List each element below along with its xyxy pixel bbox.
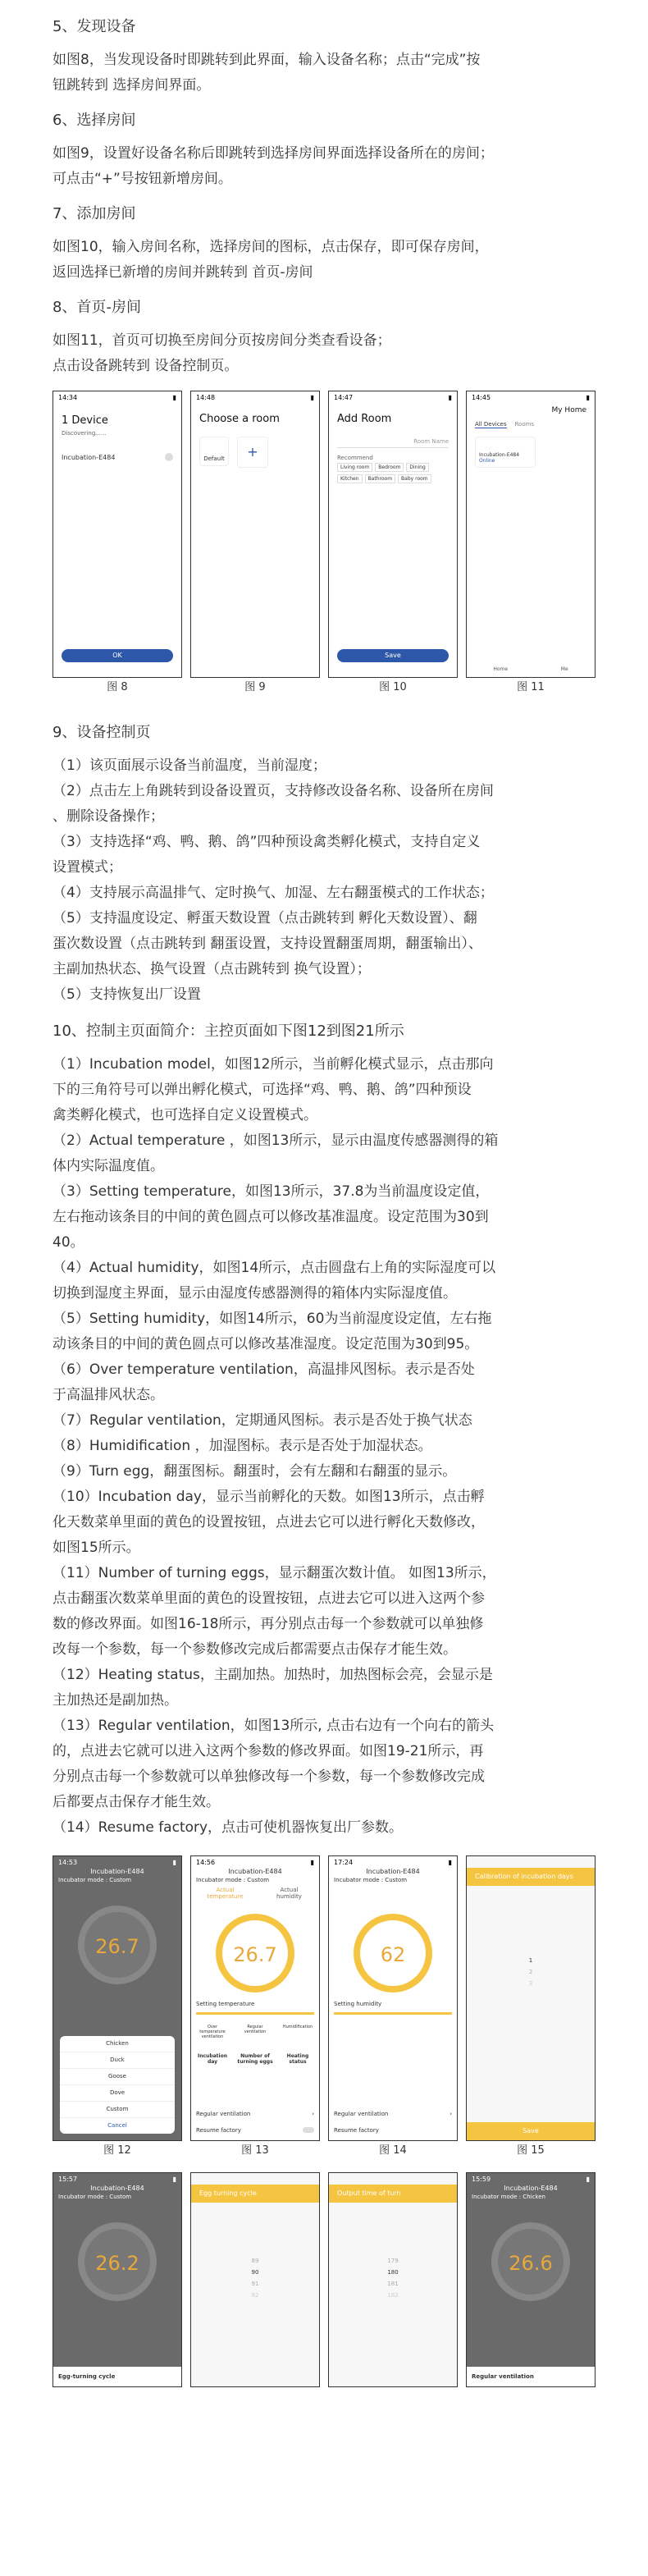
figure-caption: 图 14 xyxy=(379,2144,407,2157)
figure-row-8-11 xyxy=(52,391,602,698)
page-title: My Home xyxy=(551,406,586,414)
add-room-button[interactable]: + xyxy=(237,437,268,468)
phone-screen-13 xyxy=(190,1855,320,2141)
regular-ventilation-row[interactable] xyxy=(334,2111,452,2117)
page-title: Choose a room xyxy=(199,413,280,425)
phone-screen-15 xyxy=(466,1855,596,2141)
section-10-line: （3）Setting temperature，如图13所示，37.8为当前温度设定值， xyxy=(52,1183,490,1200)
section-9-title: 9、设备控制页 xyxy=(52,724,151,741)
tab-rooms[interactable]: Rooms xyxy=(514,421,535,428)
battery-icon: ▮ xyxy=(172,2175,176,2183)
humidification-icon: Humidification xyxy=(282,2025,313,2029)
regular-ventilation-icon: Regular ventilation xyxy=(244,2025,267,2034)
sheet-title: Egg-turning cycle xyxy=(53,2367,181,2386)
picker-value: 181 xyxy=(387,2281,399,2287)
section-10-line: （5）Setting humidity，如图14所示，60为当前湿度设定值，左右拖 xyxy=(52,1311,492,1327)
section-10-line: （7）Regular ventilation，定期通风图标。表示是否处于换气状态 xyxy=(52,1412,472,1429)
section-10-line: 后都要点击保存才能生效。 xyxy=(52,1794,220,1810)
save-button[interactable]: Save xyxy=(337,649,449,662)
heating-status-stat: Heating status xyxy=(286,2053,309,2065)
section-6-title: 6、选择房间 xyxy=(52,112,136,129)
device-name: Incubation-E484 xyxy=(479,452,520,458)
room-grid xyxy=(191,425,319,468)
save-button[interactable]: Save xyxy=(467,2122,595,2140)
phone-screen-8 xyxy=(52,391,182,678)
section-10-line: 化天数菜单里面的黄色的设置按钮，点进去它可以进行孵化天数修改， xyxy=(52,1514,485,1531)
status-time: 15:59 xyxy=(472,2175,491,2183)
picker-value: 180 xyxy=(387,2269,399,2276)
figure-19 xyxy=(466,2172,596,2387)
mode-picker xyxy=(60,2036,175,2134)
figure-caption: 图 13 xyxy=(241,2144,269,2157)
picker-value: 182 xyxy=(387,2292,399,2299)
phone-screen-12 xyxy=(52,1855,182,2141)
mode-selector[interactable]: Incubator mode : Custom xyxy=(58,1877,132,1883)
section-9-line: （5）支持温度设定、孵蛋天数设置（点击跳转到 孵化天数设置）、翻 xyxy=(52,910,477,927)
figure-caption: 图 10 xyxy=(379,681,407,693)
device-name: Incubation-E484 xyxy=(62,453,116,461)
section-6-text-2: 可点击“+”号按钮新增房间。 xyxy=(52,171,232,187)
section-10-line: （10）Incubation day，显示当前孵化的天数。如图13所示，点击孵 xyxy=(52,1489,485,1505)
picker-value: 92 xyxy=(251,2292,259,2299)
section-9-line: （3）支持选择“鸡、鸭、鹅、鸽”四种预设禽类孵化模式，支持自定义 xyxy=(52,834,481,850)
readout-labels xyxy=(191,1885,319,1900)
phone-screen-17 xyxy=(190,2172,320,2387)
device-row[interactable] xyxy=(53,437,181,461)
temperature-value: 26.7 xyxy=(95,1935,139,1958)
status-time: 14:47 xyxy=(334,393,354,401)
phone-screen-19 xyxy=(466,2172,596,2387)
phone-screen-11 xyxy=(466,391,596,678)
section-10-line: （1）Incubation model，如图12所示，当前孵化模式显示，点击那向 xyxy=(52,1056,494,1073)
section-10-line: 的，点进去它就可以进入这两个参数的修改界面。如图19-21所示，再 xyxy=(52,1743,484,1759)
figure-12 xyxy=(52,1855,182,2161)
actual-temperature-label: Actual temperature xyxy=(207,1887,244,1900)
section-10-line: 左右拖动该条目的中间的黄色圆点可以修改基准温度。设定范围为30到 xyxy=(52,1209,489,1225)
section-10-line: （12）Heating status，主副加热。加热时，加热图标会亮，会显示是 xyxy=(52,1667,493,1683)
tabs xyxy=(467,414,595,428)
device-card[interactable] xyxy=(475,437,536,468)
battery-icon: ▮ xyxy=(172,393,176,401)
section-7-title: 7、添加房间 xyxy=(52,205,136,222)
regular-ventilation-label: Regular ventilation xyxy=(334,2111,389,2117)
picker-value: 1 xyxy=(528,1957,533,1964)
section-6-text-1: 如图9，设置好设备名称后即跳转到选择房间界面选择设备所在的房间； xyxy=(52,145,494,162)
picker-value: 90 xyxy=(251,2269,259,2276)
status-time: 15:57 xyxy=(58,2175,78,2183)
chevron-right-icon: › xyxy=(449,2111,452,2117)
stats-row xyxy=(194,2053,316,2065)
section-9-line: 、删除设备操作； xyxy=(52,808,164,825)
status-time: 14:56 xyxy=(196,1858,216,1866)
chip-kitchen[interactable]: Kitchen xyxy=(337,474,363,483)
chip-living-room[interactable]: Living room xyxy=(337,463,372,472)
section-10-line: （4）Actual humidity，如图14所示，点击圆盘右上角的实际湿度可以 xyxy=(52,1260,496,1276)
phone-screen-9 xyxy=(190,391,320,678)
day-picker[interactable] xyxy=(467,1955,595,1989)
section-9-line: 主副加热状态、换气设置（点击跳转到 换气设置）； xyxy=(52,961,371,977)
mode-selector[interactable]: Incubator mode : Custom xyxy=(196,1877,270,1883)
figure-caption: 图 11 xyxy=(517,681,545,693)
output-picker[interactable] xyxy=(329,2255,457,2301)
section-10-line: （2）Actual temperature ，如图13所示，显示由温度传感器测得的箱 xyxy=(52,1132,499,1149)
temperature-dial xyxy=(78,2222,157,2301)
section-10-line: 于高温排风状态。 xyxy=(52,1387,164,1403)
figure-caption: 图 15 xyxy=(517,2144,545,2157)
section-9-line: （4）支持展示高温排气、定时换气、加湿、左右翻蛋模式的工作状态； xyxy=(52,885,494,901)
battery-icon: ▮ xyxy=(586,393,590,401)
section-10-line: 如图15所示。 xyxy=(52,1540,140,1556)
tab-all-devices[interactable]: All Devices xyxy=(475,421,507,428)
chip-baby-room[interactable]: Baby room xyxy=(398,474,431,483)
figure-10 xyxy=(328,391,458,698)
section-7-text-1: 如图10，输入房间名称，选择房间的图标，点击保存，即可保存房间， xyxy=(52,239,489,255)
battery-icon: ▮ xyxy=(310,1858,314,1866)
figure-8 xyxy=(52,391,182,698)
phone-screen-18 xyxy=(328,2172,458,2387)
recommend-label: Recommend xyxy=(337,455,373,461)
status-time: 14:45 xyxy=(472,393,491,401)
status-icons xyxy=(194,2025,316,2039)
section-10-line: 40。 xyxy=(52,1234,84,1251)
setting-humidity-label: Setting humidity xyxy=(334,2001,382,2007)
section-10-line: 下的三角符号可以弹出孵化模式，可选择“鸡、鸭、鹅、鸽”四种预设 xyxy=(52,1082,472,1098)
section-10-line: （14）Resume factory，点击可使机器恢复出厂参数。 xyxy=(52,1819,404,1836)
section-10-line: （9）Turn egg，翻蛋图标。翻蛋时，会有左翻和右翻蛋的显示。 xyxy=(52,1463,457,1480)
section-5-text-1: 如图8，当发现设备时即跳转到此界面，输入设备名称；点击“完成”按 xyxy=(52,52,481,68)
over-temp-ventilation-icon: Over temperature ventilation xyxy=(199,2025,226,2039)
picker-value: 3 xyxy=(528,1980,533,1987)
section-10-line: 切换到湿度主界面，显示由湿度传感器测得的箱体内实际湿度值。 xyxy=(52,1285,457,1302)
room-default[interactable]: Default xyxy=(199,437,229,466)
battery-icon: ▮ xyxy=(310,393,314,401)
section-7-text-2: 返回选择已新增的房间并跳转到 首页-房间 xyxy=(52,264,313,281)
toggle-icon[interactable] xyxy=(303,2127,314,2133)
figure-14 xyxy=(328,1855,458,2161)
room-chips xyxy=(329,463,457,483)
section-9-line: （1）该页面展示设备当前温度，当前湿度； xyxy=(52,757,326,774)
section-10-line: 主加热还是副加热。 xyxy=(52,1692,178,1709)
chip-dining[interactable]: Dining xyxy=(406,463,428,472)
picker-value: 179 xyxy=(387,2258,399,2264)
page-title: 1 Device xyxy=(62,414,108,427)
section-10-title: 10、控制主页面简介：主控页面如下图12到图21所示 xyxy=(52,1023,404,1040)
figure-9 xyxy=(190,391,320,698)
chip-bathroom[interactable]: Bathroom xyxy=(365,474,395,483)
device-title: Incubation-E484 xyxy=(90,1868,144,1875)
figure-15 xyxy=(466,1855,596,2161)
status-time: 14:34 xyxy=(58,393,78,401)
phone-screen-10 xyxy=(328,391,458,678)
section-9-line: （5）支持恢复出厂设置 xyxy=(52,986,201,1003)
figure-caption: 图 12 xyxy=(103,2144,131,2157)
mode-selector[interactable]: Incubator mode : Custom xyxy=(58,2194,132,2200)
section-9-line: 蛋次数设置（点击跳转到 翻蛋设置，支持设置翻蛋周期，翻蛋输出）、 xyxy=(52,936,482,952)
section-8-text-1: 如图11，首页可切换至房间分页按房间分类查看设备； xyxy=(52,332,391,349)
bottom-nav xyxy=(467,666,595,672)
temperature-slider[interactable] xyxy=(196,2012,314,2015)
figure-17 xyxy=(190,2172,320,2387)
section-10-line: （13）Regular ventilation，如图13所示, 点击右边有一个向右的箭头 xyxy=(52,1718,495,1734)
option-goose[interactable]: Goose xyxy=(60,2069,175,2085)
status-time: 17:24 xyxy=(334,1858,354,1866)
figure-caption: 图 9 xyxy=(244,681,266,693)
section-9-line: （2）点击左上角跳转到设备设置页，支持修改设备名称、设备所在房间 xyxy=(52,783,494,799)
section-10-line: 动该条目的中间的黄色圆点可以修改基准湿度。设定范围为30到95。 xyxy=(52,1336,479,1352)
resume-factory-label: Resume factory xyxy=(196,2127,241,2134)
nav-home[interactable]: Home xyxy=(493,666,509,672)
temperature-dial xyxy=(216,1914,294,1993)
check-icon xyxy=(165,453,173,461)
device-status: Online xyxy=(479,458,495,464)
mode-selector[interactable]: Incubator mode : Chicken xyxy=(472,2194,545,2200)
humidity-dial xyxy=(354,1914,432,1993)
humidity-slider[interactable] xyxy=(334,2012,452,2015)
regular-ventilation-label: Regular ventilation xyxy=(196,2111,251,2117)
mode-selector[interactable]: Incubator mode : Custom xyxy=(334,1877,408,1883)
picker-value: 2 xyxy=(528,1969,533,1975)
section-10-line: （11）Number of turning eggs，显示翻蛋次数计值。 如图13所示， xyxy=(52,1565,496,1581)
room-name-input[interactable]: Room Name xyxy=(337,438,449,448)
discovering-text: Discovering...... xyxy=(62,430,107,437)
phone-screen-16 xyxy=(52,2172,182,2387)
figure-13 xyxy=(190,1855,320,2161)
ok-button[interactable]: OK xyxy=(62,649,173,662)
device-title: Incubation-E484 xyxy=(504,2185,558,2192)
section-8-text-2: 点击设备跳转到 设备控制页。 xyxy=(52,358,239,374)
actual-humidity-label[interactable]: Actual humidity xyxy=(276,1887,302,1900)
temperature-dial xyxy=(491,2222,570,2301)
chevron-right-icon: › xyxy=(312,2111,314,2117)
nav-me[interactable]: Me xyxy=(560,666,568,672)
picker-value: 91 xyxy=(251,2281,259,2287)
section-10-line: 点击翻蛋次数菜单里面的黄色的设置按钮，点进去它可以进入这两个参 xyxy=(52,1590,485,1607)
figure-11 xyxy=(466,391,596,698)
temperature-dial xyxy=(78,1906,157,1984)
battery-icon: ▮ xyxy=(448,1858,452,1866)
figure-row-12-15 xyxy=(52,1855,602,2161)
temperature-value: 26.6 xyxy=(509,2252,553,2275)
section-10-line: 数的修改界面。如图16-18所示，再分别点击每一个参数就可以单独修 xyxy=(52,1616,484,1632)
device-title: Incubation-E484 xyxy=(228,1868,282,1875)
document xyxy=(52,15,602,2387)
section-10-line: 禽类孵化模式，也可选择自定义设置模式。 xyxy=(52,1107,317,1123)
section-10-body xyxy=(52,1052,602,1841)
status-time: 14:53 xyxy=(58,1858,78,1866)
section-9-line: 设置模式； xyxy=(52,859,122,876)
option-chicken[interactable]: Chicken xyxy=(60,2036,175,2052)
section-10-line: （8）Humidification ，加湿图标。表示是否处于加湿状态。 xyxy=(52,1438,432,1454)
screen-header: Egg turning cycle xyxy=(191,2185,319,2203)
section-10-line: 分别点击每一个参数就可以单独修改每一个参数，每一个参数修改完成 xyxy=(52,1768,485,1785)
resume-factory-row[interactable] xyxy=(196,2127,314,2134)
cycle-picker[interactable] xyxy=(191,2255,319,2301)
status-time: 14:48 xyxy=(196,393,216,401)
option-duck[interactable]: Duck xyxy=(60,2052,175,2069)
regular-ventilation-row[interactable] xyxy=(196,2111,314,2117)
screen-header: Output time of turn xyxy=(329,2185,457,2203)
option-custom[interactable]: Custom xyxy=(60,2102,175,2118)
battery-icon: ▮ xyxy=(586,2175,590,2183)
figure-16 xyxy=(52,2172,182,2387)
figure-caption: 图 8 xyxy=(107,681,128,693)
figure-18 xyxy=(328,2172,458,2387)
page-title: Add Room xyxy=(337,413,392,425)
section-8-title: 8、首页-房间 xyxy=(52,299,141,316)
phone-screen-14 xyxy=(328,1855,458,2141)
section-10-line: 体内实际温度值。 xyxy=(52,1158,164,1174)
temperature-value: 26.2 xyxy=(95,2252,139,2275)
section-9-body xyxy=(52,753,602,1008)
screen-header: Calibration of incubation days xyxy=(467,1868,595,1886)
device-title: Incubation-E484 xyxy=(366,1868,420,1875)
section-10-line: （6）Over temperature ventilation，高温排风图标。表示是否处 xyxy=(52,1361,475,1378)
resume-factory-row[interactable]: Resume factory xyxy=(334,2127,379,2134)
section-5-text-2: 钮跳转到 选择房间界面。 xyxy=(52,77,211,94)
incubation-day-stat[interactable]: Incubation day xyxy=(198,2053,227,2065)
figure-row-16-19 xyxy=(52,2172,602,2387)
sheet-title: Regular ventilation xyxy=(467,2367,595,2386)
humidity-value: 62 xyxy=(380,1943,406,1966)
option-dove[interactable]: Dove xyxy=(60,2085,175,2102)
device-title: Incubation-E484 xyxy=(90,2185,144,2192)
section-10-line: 改每一个参数，每一个参数修改完成后都需要点击保存才能生效。 xyxy=(52,1641,457,1658)
battery-icon: ▮ xyxy=(172,1858,176,1866)
turning-eggs-stat[interactable]: Number of turning eggs xyxy=(237,2053,273,2065)
setting-temperature-label: Setting temperature xyxy=(196,2001,255,2007)
battery-icon: ▮ xyxy=(448,393,452,401)
section-5-title: 5、发现设备 xyxy=(52,18,136,35)
temperature-value: 26.7 xyxy=(233,1943,277,1966)
picker-value: 89 xyxy=(251,2258,259,2264)
chip-bedroom[interactable]: Bedroom xyxy=(375,463,404,472)
cancel-button[interactable]: Cancel xyxy=(107,2122,127,2129)
